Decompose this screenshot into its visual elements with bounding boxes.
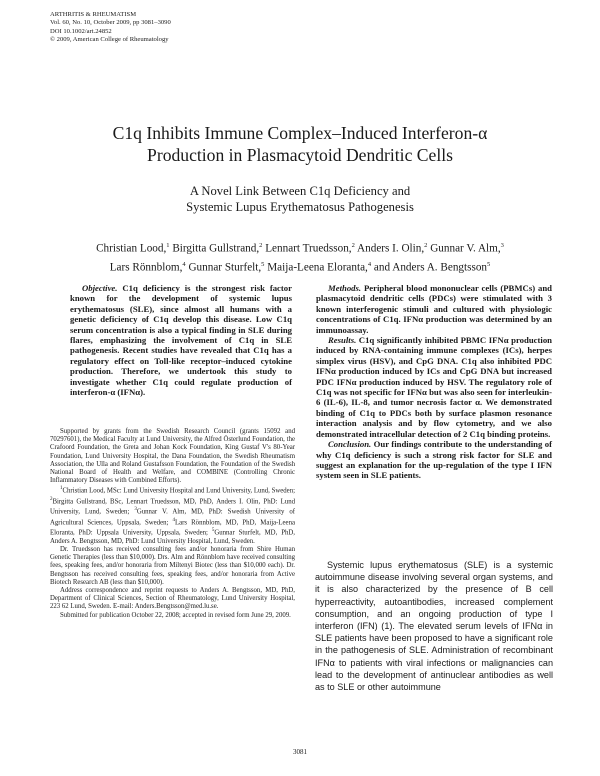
submission-note: Submitted for publication October 22, 2008; accepted in revised form June 29, 2009.	[60, 611, 291, 619]
article-title	[40, 122, 560, 166]
abstract-objective	[70, 283, 292, 397]
disclosure-note: Dr. Truedsson has received consulting fees and/or honoraria from Shire Human Genetic Therapies (less than $10,000). Drs. Alm and Rönnblom have received consulting fees, speaking fees, and/or honoraria from Miltenyi Biotec (less than $10,000 each). Dr. Bengtsson has received consulting fees, speaking fees, and/or honoraria from Active Biotech Research AB (less than $10,000).	[50, 545, 295, 586]
affiliation-note: $^1$Christian Lood, MSc: Lund University Hospital and Lund University, Lund, Sweden; $^2$Birgitta Gullstrand, BSc, Lennart Truedsson, MD, PhD, Anders I. Olin, PhD: Lund University, Lund, Sweden; $^3$Gunnar V. Alm, MD, PhD: Swedish University of Agricultural Sciences, Uppsala, Sweden; $^4$Lars Rönnblom, MD, PhD, Maija-Leena Eloranta, PhD: Uppsala University, Uppsala, Sweden; $^5$Gunnar Sturfelt, MD, PhD, Anders A. Bengtsson, MD, PhD: Lund University Hospital, Lund, Sweden.	[50, 486, 295, 545]
author: Maija-Leena Eloranta,	[267, 261, 368, 274]
author: Gunnar Sturfelt,	[188, 261, 262, 274]
author-affiliation: 2	[259, 242, 263, 249]
subtitle-line-2: Systemic Lupus Erythematosus Pathogenesis	[186, 200, 414, 214]
funding-note: Supported by grants from the Swedish Research Council (grants 15092 and 70297601), the Medical Faculty at Lund University, the Alfred Österlund Foundation, the Crafoord Foundation, the Greta and Johan Kock Foundation, King Gustaf V's 80-Year Foundation, Lund University Hospital, the Dana Foundation, the Swedish Rheumatism Association, the Ulla and Roland Gustafsson Foundation, the Foundation of the Swedish National Board of Health and Welfare, and COMBINE (Controlling Chronic Inflammatory Diseases with Combined Efforts).	[50, 428, 295, 485]
author-affiliation: 5	[261, 260, 265, 268]
author-line-1	[30, 238, 570, 257]
abstract-results	[316, 335, 552, 439]
author-affiliation: 2	[351, 242, 355, 249]
author: and Anders A. Bengtsson	[373, 261, 488, 274]
author-affiliation: 5	[487, 260, 491, 268]
article-subtitle	[40, 183, 560, 215]
objective-text: C1q deficiency is the strongest risk factor known for the development of systemic lupus erythematosus (SLE), since almost all humans with a genetic deficiency of C1q develop this disease. Low C1q serum concentration is also a typical finding in SLE during flares, emphasizing the involvement of C1q in SLE pathogenesis. Recent studies have revealed that C1q has a regulatory effect on Toll-like receptor–induced cytokine production. Therefore, we undertook this study to investigate whether C1q could regulate production of interferon-α (IFNα).	[70, 283, 292, 398]
body-text-column	[315, 559, 553, 693]
author: Birgitta Gullstrand,	[172, 242, 260, 255]
author: Lars Rönnblom,	[109, 261, 183, 274]
intro-paragraph: Systemic lupus erythematosus (SLE) is a systemic autoimmune disease involving several organ systems, and it is also characterized by the presence of B cell hyperreactivity, autoantibodies, increased complement consumption, and an ongoing production of type I interferon (IFN) (1). The elevated serum levels of IFNα in SLE patients have been proposed to have a significant role in the pathogenesis of SLE. Administration of recombinant IFNα to patients with viral infections or malignancies can lead to the development of antinuclear antibodies as well as to SLE or other autoimmune	[315, 560, 553, 693]
volume-info: Vol. 60, No. 10, October 2009, pp 3081–3090	[50, 19, 171, 27]
methods-text: Peripheral blood mononuclear cells (PBMCs) and plasmacytoid dendritic cells (PDCs) were stimulated with 3 known interferogenic stimuli and cultured with physiologic concentrations of C1q. IFNα production was determined by an immunoassay.	[316, 283, 552, 335]
author-affiliation: 4	[182, 260, 186, 268]
page-number: 3081	[293, 748, 307, 756]
doi: DOI 10.1002/art.24852	[50, 27, 112, 35]
results-text: C1q significantly inhibited PBMC IFNα production induced by RNA-containing immune complexes (ICs), herpes simplex virus (HSV), and CpG DNA. C1q also inhibited PDC IFNα production induced by ICs and CpG DNA but increased PDC IFNα production induced by HSV. The regulatory role of C1q was not specific for IFNα but was also seen for interleukin-6 (IL-6), IL-8, and tumor necrosis factor α. We demonstrated binding of C1q to PDCs both by surface plasmon resonance interaction analysis and by flow cytometry, and we also demonstrated intracellular detection of 2 C1q binding proteins.	[316, 335, 552, 439]
title-line-1: C1q Inhibits Immune Complex–Induced Interferon-α	[112, 123, 488, 143]
objective-label: Objective.	[82, 283, 118, 293]
journal-header	[50, 11, 350, 45]
results-label: Results.	[328, 335, 357, 346]
abstract-left-column	[70, 283, 292, 397]
correspondence-note: Address correspondence and reprint requests to Anders A. Bengtsson, MD, PhD, Department of Clinical Sciences, Section of Rheumatology, Lund University Hospital, 223 62 Lund, Sweden. E-mail: Anders.Bengtsson@med.lu.se.	[50, 586, 295, 611]
conclusion-text: Our findings contribute to the understanding of why C1q deficiency is such a strong risk factor for SLE and suggest an explanation for the up-regulation of the type I IFN system seen in SLE patients.	[316, 439, 552, 481]
author: Christian Lood,	[96, 242, 167, 255]
conclusion-label: Conclusion.	[328, 439, 372, 450]
copyright: © 2009, American College of Rheumatology	[50, 36, 169, 44]
author: Gunnar V. Alm,	[430, 242, 501, 255]
author-affiliation: 1	[166, 242, 170, 249]
abstract-conclusion	[316, 439, 552, 481]
title-line-2: Production in Plasmacytoid Dendritic Cells	[147, 145, 453, 165]
author-affiliation: 2	[424, 242, 428, 249]
author-affiliation: 3	[500, 242, 504, 249]
footnotes	[50, 428, 295, 620]
author-list	[30, 238, 570, 275]
methods-label: Methods.	[328, 283, 362, 293]
abstract-right-column	[316, 283, 552, 481]
subtitle-line-1: A Novel Link Between C1q Deficiency and	[189, 184, 411, 198]
author: Lennart Truedsson,	[265, 242, 352, 255]
journal-name: ARTHRITIS & RHEUMATISM	[50, 11, 137, 18]
abstract-methods	[316, 283, 552, 335]
author-affiliation: 4	[367, 260, 372, 268]
author: Anders I. Olin,	[357, 242, 425, 255]
author-line-2	[30, 257, 570, 276]
